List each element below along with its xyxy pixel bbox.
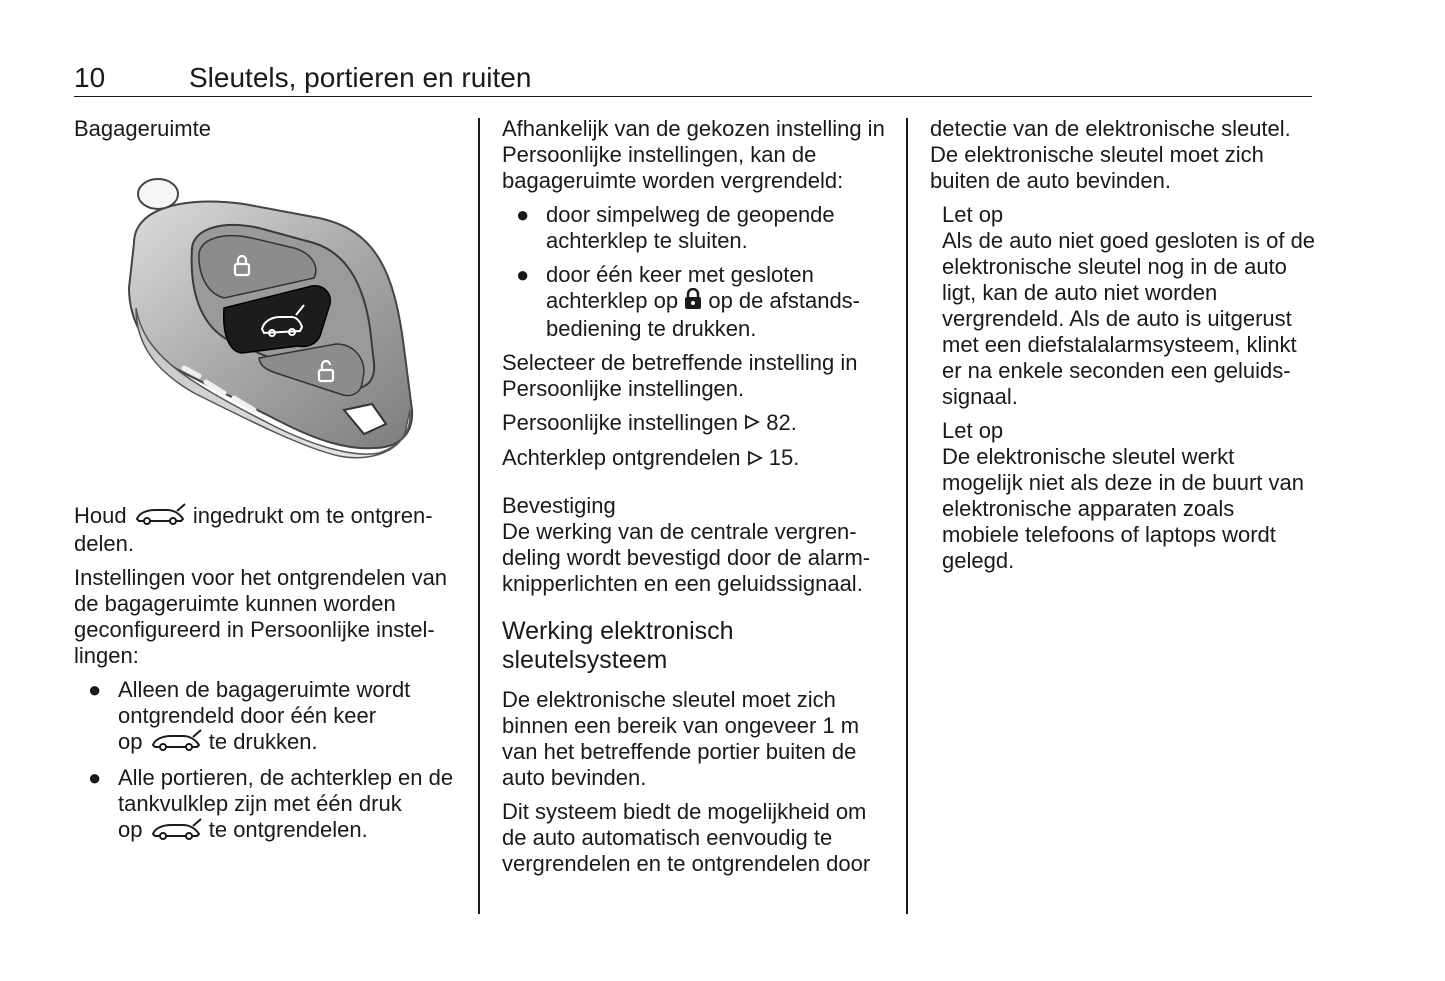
page-number: 10 — [74, 62, 106, 93]
arrow-reference-icon — [747, 447, 763, 473]
list-item-text-end: op de afstands-bediening te drukken. — [546, 288, 861, 342]
page-header — [74, 60, 1312, 97]
chapter-title: Sleutels, portieren en ruiten — [189, 62, 532, 93]
reference-persoonlijke-instellingen[interactable] — [502, 410, 890, 437]
reference-text: Persoonlijke instellingen — [502, 410, 739, 436]
bullet-list-col2 — [502, 202, 890, 342]
list-item-text: door één keer met gesloten achterklep op — [546, 262, 814, 313]
car-trunk-open-icon — [149, 729, 203, 757]
bullet-dot: ● — [88, 677, 102, 703]
note-title: Let op — [942, 202, 1004, 227]
reference-page: 15. — [768, 445, 800, 471]
subheading-bevestiging: Bevestiging — [502, 492, 616, 518]
list-item-text-end: te drukken. — [208, 729, 318, 755]
list-item-text-op: op — [118, 817, 143, 843]
list-item-text: Alleen de bagageruimte wordt ontgrendeld door één keer — [118, 677, 411, 729]
text-ingedrukt: ingedrukt om te ontgren- — [192, 503, 433, 528]
list-item-text: Alle portieren, de achterklep en de tankvulklep zijn met één druk — [118, 765, 454, 817]
note-text: De elektronische sleutel werkt mogelijk niet als deze in de buurt van elektronische apparaten zoals mobiele telefoons of laptops wordt gelegd. — [942, 444, 1304, 573]
paragraph-settings: Instellingen voor het ontgrendelen van de bagageruimte kunnen worden geconfigureerd in Persoonlijke instel-lingen: — [74, 565, 448, 669]
note-title: Let op — [942, 418, 1004, 443]
arrow-reference-icon — [744, 411, 760, 437]
section-heading-werking: Werking elektronisch sleutelsysteem — [502, 616, 734, 674]
bullet-list-col1 — [74, 677, 460, 845]
car-trunk-open-icon — [133, 503, 187, 531]
key-fob-image — [74, 148, 460, 493]
text-delen: delen. — [74, 531, 134, 557]
section-heading-bagageruimte: Bagageruimte — [74, 116, 211, 141]
column-divider-1 — [478, 118, 480, 914]
car-trunk-open-icon — [149, 818, 203, 846]
paragraph-bevestiging: De werking van de centrale vergren-deling wordt bevestigd door de alarm-knipperlichten en een geluidssignaal. — [502, 518, 871, 596]
list-item-text-end: te ontgrendelen. — [208, 817, 368, 843]
list-item — [502, 202, 890, 254]
padlock-icon — [684, 288, 702, 316]
key-fob-illustration — [74, 148, 460, 493]
paragraph-system: Dit systeem biedt de mogelijkheid om de auto automatisch eenvoudig te vergrendelen en te ontgrendelen door — [502, 798, 871, 876]
note-block-1 — [930, 202, 1316, 410]
paragraph-range: De elektronische sleutel moet zich binnen een bereik van ongeveer 1 m van het betreffende portier buiten de auto bevinden. — [502, 686, 860, 790]
list-item — [74, 765, 460, 845]
list-item — [502, 262, 890, 342]
note-block-2 — [930, 418, 1316, 574]
text-houd: Houd — [74, 503, 127, 528]
list-item-text-op: op — [118, 729, 143, 755]
note-text: Als de auto niet goed gesloten is of de elektronische sleutel nog in de auto ligt, kan de auto niet worden vergrendeld. Als de auto is uitgerust met een diefstalalarmsysteem, klinkt er na enkele seconden een geluids-signaal. — [942, 228, 1316, 409]
list-item-text: door simpelweg de geopende achterklep te sluiten. — [546, 202, 835, 253]
paragraph-hold-button — [74, 503, 460, 557]
reference-page: 82. — [766, 410, 797, 436]
reference-achterklep-ontgrendelen[interactable] — [502, 445, 890, 472]
column-3 — [930, 116, 1316, 582]
paragraph-select-setting: Selecteer de betreffende instelling in Persoonlijke instellingen. — [502, 350, 858, 402]
column-1 — [74, 116, 460, 854]
bullet-dot: ● — [88, 765, 102, 791]
bullet-dot: ● — [516, 262, 530, 287]
column-divider-2 — [906, 118, 908, 914]
paragraph-lock-options: Afhankelijk van de gekozen instelling in Persoonlijke instellingen, kan de bagageruimte worden vergrendeld: — [502, 116, 885, 193]
bullet-dot: ● — [516, 202, 530, 227]
reference-text: Achterklep ontgrendelen — [502, 445, 741, 471]
list-item — [74, 677, 460, 757]
column-2 — [502, 116, 890, 885]
paragraph-detection: detectie van de elektronische sleutel. De elektronische sleutel moet zich buiten de auto bevinden. — [930, 116, 1291, 193]
